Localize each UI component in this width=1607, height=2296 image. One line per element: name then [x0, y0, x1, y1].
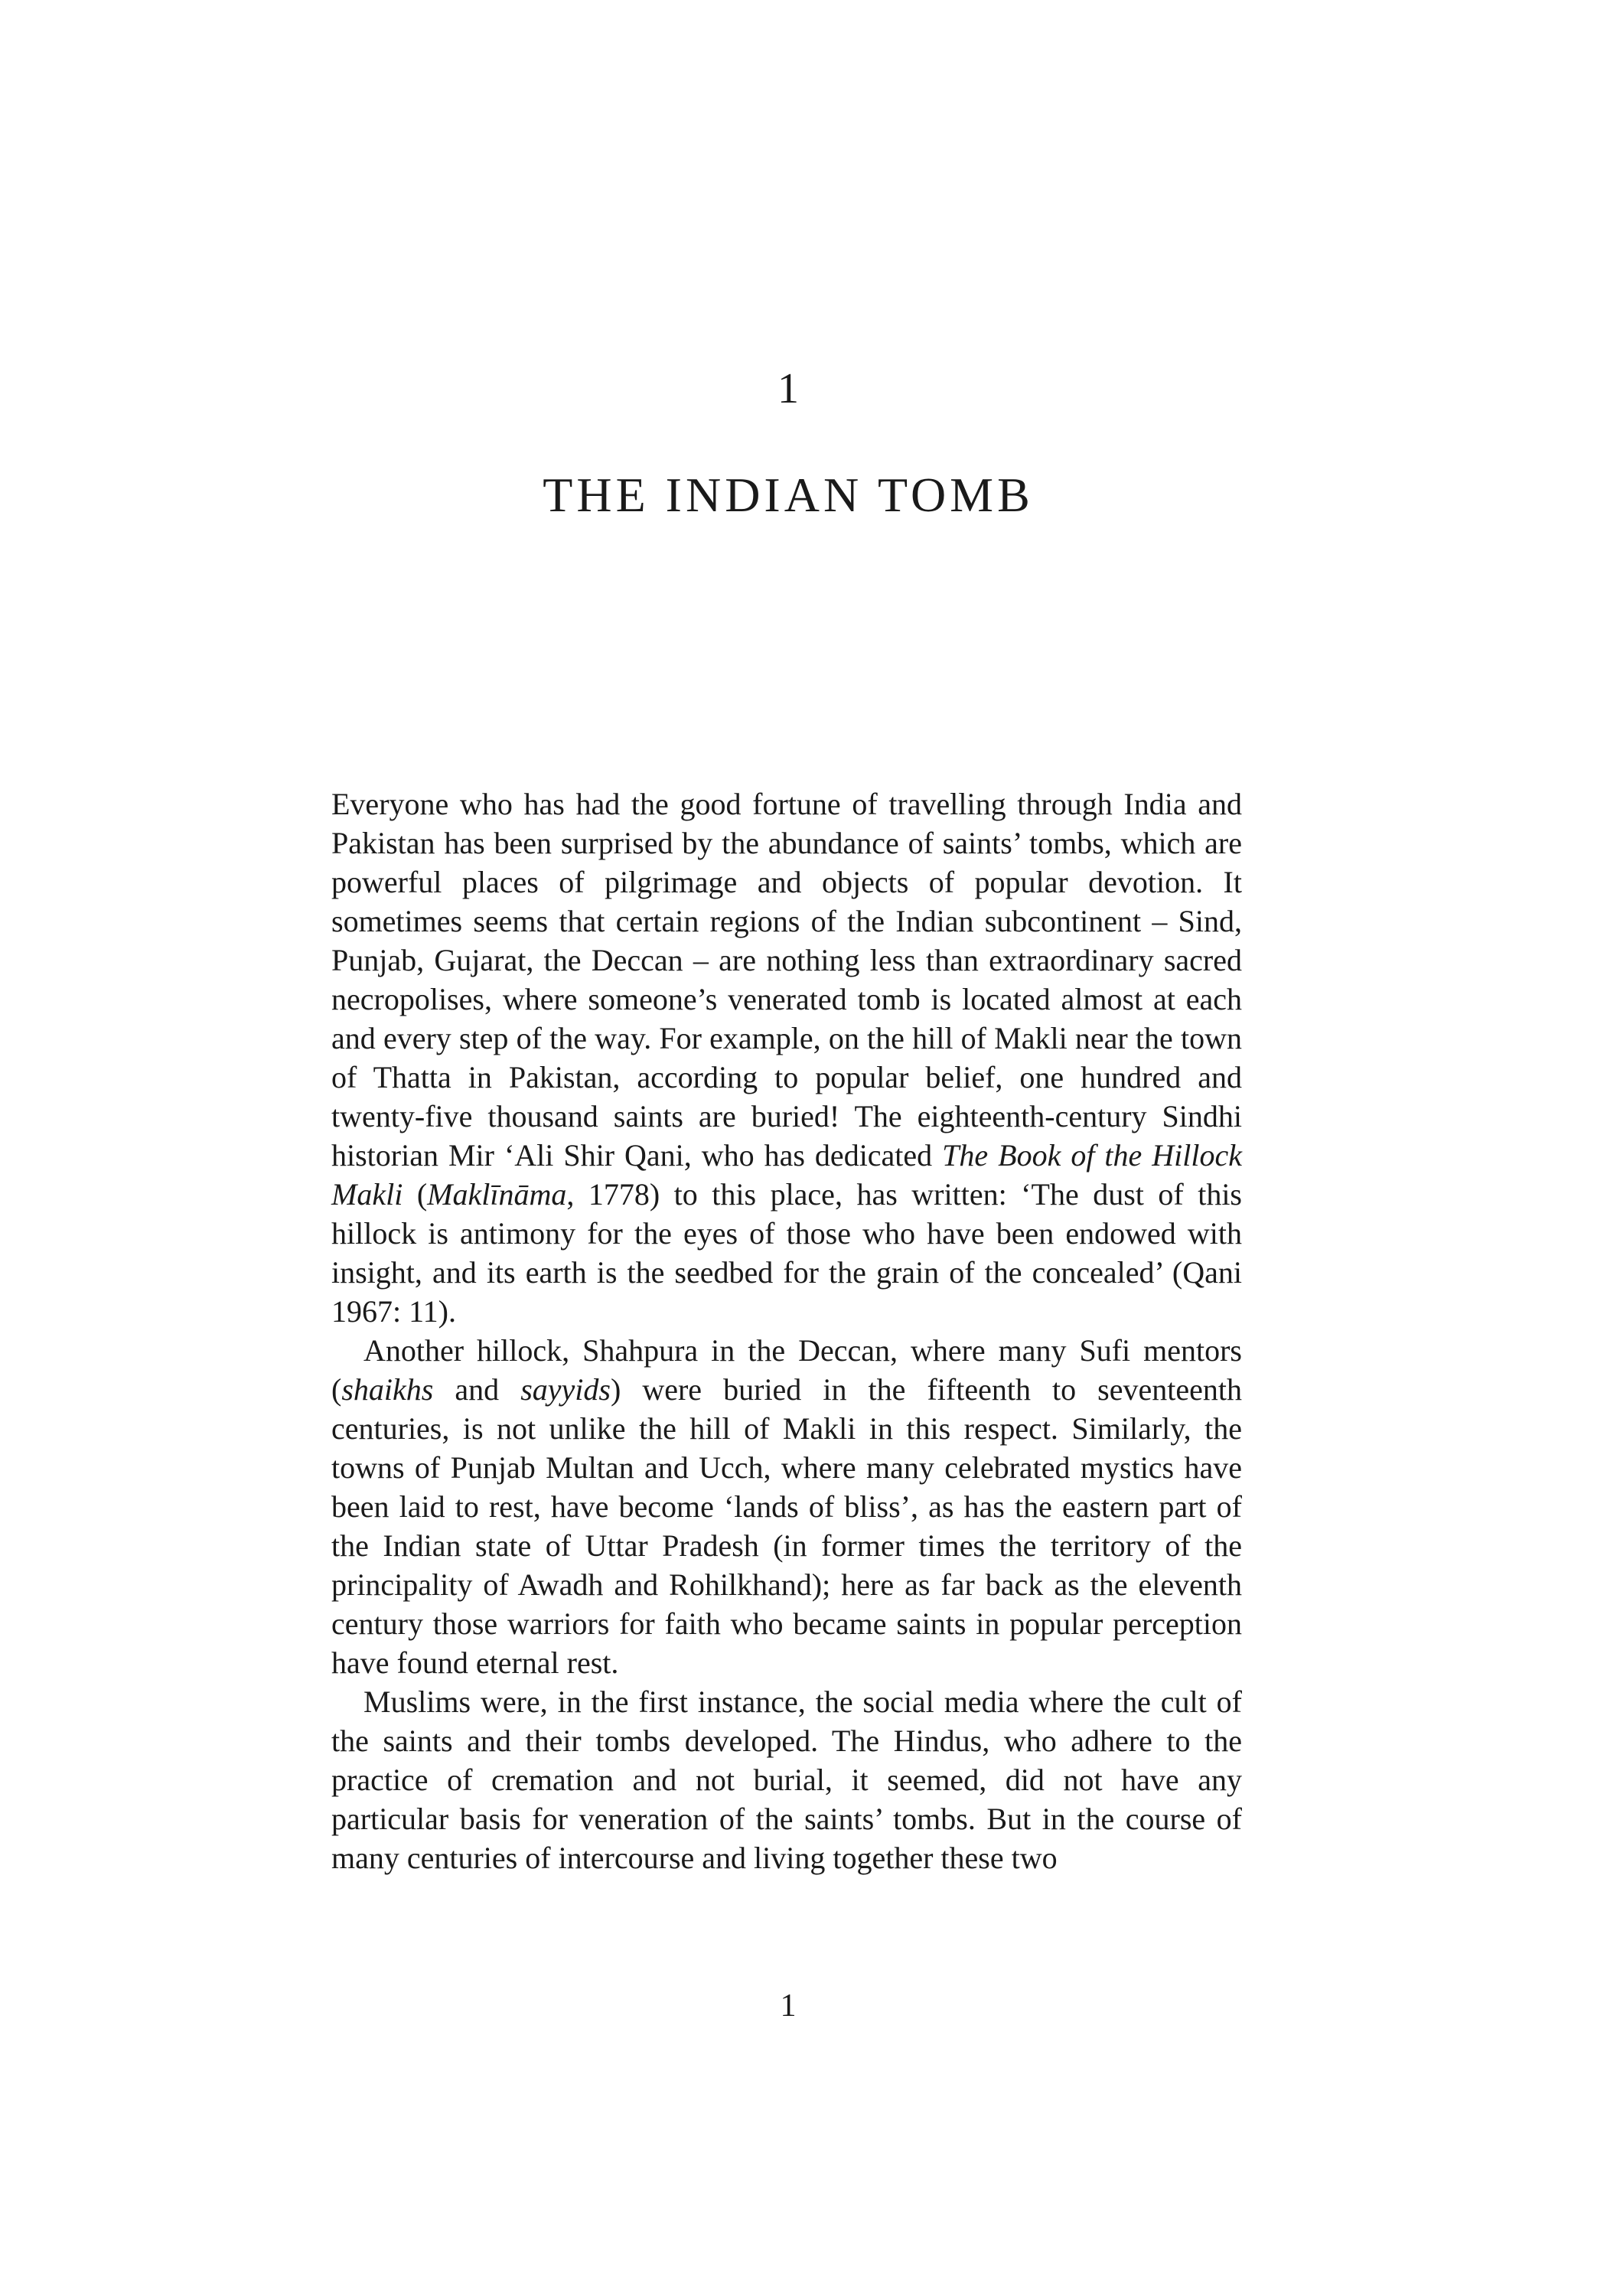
paragraph-2	[331, 1331, 1242, 1682]
chapter-title: THE INDIAN TOMB	[543, 468, 1034, 522]
term-shaikhs: shaikhs	[341, 1372, 434, 1407]
paragraph-2-text-b: and	[433, 1372, 521, 1407]
book-name: Maklīnāma	[427, 1177, 567, 1212]
book-title: The Book of the Hillock Makli	[331, 1138, 1243, 1212]
paragraph-1-text-c: , 1778) to this place, has written: ‘The dust of this hillock is antimony for the eyes of those who have been endowed with insight, and its earth is the seedbed for the grain of the concealed’ (Qani 1967: 11).	[331, 1177, 1242, 1329]
chapter-number: 1	[777, 365, 799, 413]
paragraph-2-text-c: ) were buried in the fifteenth to seventeenth centuries, is not unlike the hill of Makli in this respect. Similarly, the towns of Punjab Multan and Ucch, where many celebrated mystics have been laid to rest, have become ‘lands of bliss’, as has the eastern part of the Indian state of Uttar Pradesh (in former times the territory of the principality of Awadh and Rohilkhand); here as far back as the eleventh century those warriors for faith who became saints in popular perception have found eternal rest.	[331, 1372, 1242, 1680]
paragraph-3	[331, 1682, 1242, 1877]
paragraph-1-text-a: Everyone who has had the good fortune of travelling through India and Pakistan has been surprised by the abundance of saints’ tombs, which are powerful places of pilgrimage and objects of popular devotion. It sometimes seems that certain regions of the Indian subcontinent – Sind, Punjab, Gujarat, the Deccan – are nothing less than extraordinary sacred necropolises, where someone’s venerated tomb is located almost at each and every step of the way. For example, on the hill of Makli near the town of Thatta in Pakistan, according to popular belief, one hundred and twenty-five thousand saints are buried! The eighteenth-century Sindhi historian Mir ‘Ali Shir Qani, who has dedicated	[331, 787, 1242, 1172]
body-text	[331, 784, 1242, 1877]
paragraph-1-text-b: (	[403, 1177, 428, 1212]
paragraph-1	[331, 784, 1242, 1331]
term-sayyids: sayyids	[520, 1372, 611, 1407]
page-number: 1	[780, 1988, 797, 2024]
paragraph-2-text-a: Another hillock, Shahpura in the Deccan, where many Sufi mentors (	[331, 1333, 1242, 1407]
paragraph-3-text: Muslims were, in the first instance, the social media where the cult of the saints and their tombs developed. The Hindus, who adhere to the practice of cremation and not burial, it seemed, did not have any particular basis for veneration of the saints’ tombs. But in the course of many centuries of intercourse and living together these two	[331, 1684, 1242, 1875]
